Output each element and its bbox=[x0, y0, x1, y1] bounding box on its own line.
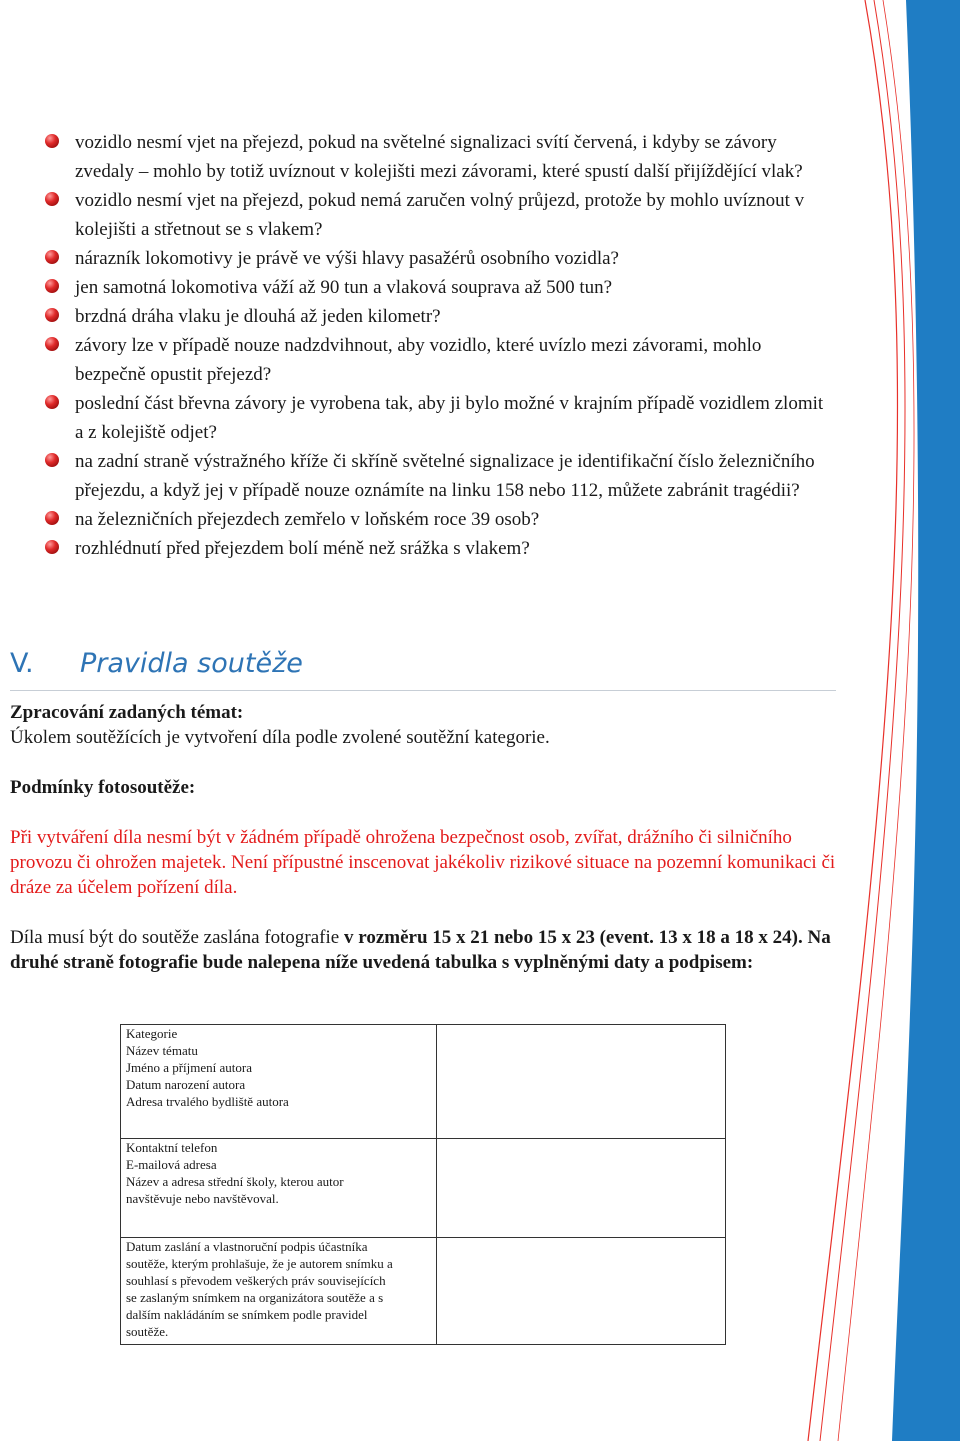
form-label: se zaslaným snímkem na organizátora soutěže a s bbox=[126, 1290, 384, 1305]
form-label: Kontaktní telefon bbox=[126, 1140, 218, 1155]
submission-requirements bbox=[10, 925, 836, 975]
section-heading bbox=[10, 648, 836, 691]
bullet-text: rozhlédnutí před přejezdem bolí méně než srážka s vlakem? bbox=[75, 538, 530, 559]
list-item bbox=[45, 389, 825, 447]
red-bullet-icon bbox=[45, 540, 59, 554]
red-bullet-icon bbox=[45, 250, 59, 264]
red-bullet-icon bbox=[45, 192, 59, 206]
red-bullet-icon bbox=[45, 337, 59, 351]
bullet-text: nárazník lokomotivy je právě ve výši hlavy pasažérů osobního vozidla? bbox=[75, 248, 619, 269]
table-row bbox=[121, 1025, 726, 1139]
table-row bbox=[121, 1139, 726, 1238]
section-number: V. bbox=[10, 648, 34, 679]
bullet-text: na železničních přejezdech zemřelo v loňském roce 39 osob? bbox=[75, 509, 540, 530]
bullet-text: jen samotná lokomotiva váží až 90 tun a vlaková souprava až 500 tun? bbox=[75, 277, 613, 298]
table-row bbox=[121, 1238, 726, 1345]
bullet-text: brzdná dráha vlaku je dlouhá až jeden kilometr? bbox=[75, 306, 441, 327]
form-label: Kategorie bbox=[126, 1026, 178, 1041]
safety-warning: Při vytváření díla nesmí být v žádném případě ohrožena bezpečnost osob, zvířat, drážního či silničního provozu či ohrožen majetek. Není přípustné inscenovat jakékoliv rizikové situace na pozemní komunikaci či dráze za účelem pořízení díla. bbox=[10, 827, 836, 898]
list-item bbox=[45, 273, 825, 302]
form-value-cell[interactable] bbox=[437, 1025, 726, 1139]
list-item bbox=[45, 244, 825, 273]
form-labels-cell bbox=[121, 1238, 437, 1345]
list-item bbox=[45, 331, 825, 389]
topics-text: Úkolem soutěžících je vytvoření díla podle zvolené soutěžní kategorie. bbox=[10, 727, 550, 748]
list-item bbox=[45, 302, 825, 331]
form-label: Název tématu bbox=[126, 1043, 198, 1058]
section-title: Pravidla soutěže bbox=[80, 648, 303, 679]
list-item bbox=[45, 128, 825, 186]
bullet-text: poslední část břevna závory je vyrobena tak, aby ji bylo možné v krajním případě vozidlem zlomit a z kolejiště odjet? bbox=[75, 393, 824, 443]
bullet-text: vozidlo nesmí vjet na přejezd, pokud nemá zaručen volný průjezd, protože by mohlo uvíznout v kolejišti a střetnout se s vlakem? bbox=[75, 190, 805, 240]
form-label: Adresa trvalého bydliště autora bbox=[126, 1094, 289, 1109]
submission-bold-text: v rozměru 15 x 21 nebo 15 x 23 (event. 13 x 18 a 18 x 24). Na druhé straně fotografie bude nalepena níže uvedená tabulka s vyplněnými daty a podpisem: bbox=[10, 927, 831, 973]
red-bullet-icon bbox=[45, 453, 59, 467]
red-bullet-icon bbox=[45, 395, 59, 409]
form-label: E-mailová adresa bbox=[126, 1157, 217, 1172]
bullet-text: vozidlo nesmí vjet na přejezd, pokud na světelné signalizaci svítí červená, i kdyby se závory zvedaly – mohlo by totiž uvíznout v kolejišti mezi závorami, které spustí další přijíždějící vlak? bbox=[75, 132, 803, 182]
form-label: Jméno a příjmení autora bbox=[126, 1060, 252, 1075]
red-bullet-icon bbox=[45, 279, 59, 293]
red-bullet-icon bbox=[45, 308, 59, 322]
list-item bbox=[45, 447, 825, 505]
facts-bullet-list bbox=[45, 128, 825, 563]
list-item bbox=[45, 534, 825, 563]
form-label: Datum narození autora bbox=[126, 1077, 246, 1092]
entry-form-table bbox=[120, 1024, 726, 1345]
form-label: Datum zaslání a vlastnoruční podpis účastníka bbox=[126, 1239, 368, 1254]
form-value-cell[interactable] bbox=[437, 1238, 726, 1345]
form-value-cell[interactable] bbox=[437, 1139, 726, 1238]
form-label: souhlasí s převodem veškerých práv souvisejících bbox=[126, 1273, 386, 1288]
conditions-heading: Podmínky fotosoutěže: bbox=[10, 777, 196, 798]
submission-plain-text: Díla musí být do soutěže zaslána fotografie bbox=[10, 927, 344, 948]
form-label: navštěvuje nebo navštěvoval. bbox=[126, 1191, 279, 1206]
list-item bbox=[45, 186, 825, 244]
red-bullet-icon bbox=[45, 134, 59, 148]
form-labels-cell bbox=[121, 1139, 437, 1238]
form-labels-cell bbox=[121, 1025, 437, 1139]
form-label: dalším nakládáním se snímkem podle pravidel bbox=[126, 1307, 368, 1322]
form-label: soutěže, kterým prohlašuje, že je autorem snímku a bbox=[126, 1256, 393, 1271]
topics-heading: Zpracování zadaných témat: bbox=[10, 702, 244, 723]
red-bullet-icon bbox=[45, 511, 59, 525]
form-label: Název a adresa střední školy, kterou autor bbox=[126, 1174, 344, 1189]
form-label: soutěže. bbox=[126, 1324, 169, 1339]
list-item bbox=[45, 505, 825, 534]
blue-swoosh-shape bbox=[892, 0, 960, 1441]
bullet-text: na zadní straně výstražného kříže či skříně světelné signalizace je identifikační číslo železničního přejezdu, a když jej v případě nouze oznámíte na linku 158 nebo 112, můžete zabránit tragédii? bbox=[75, 451, 815, 501]
bullet-text: závory lze v případě nouze nadzdvihnout, aby vozidlo, které uvízlo mezi závorami, mohlo bezpečně opustit přejezd? bbox=[75, 335, 762, 385]
